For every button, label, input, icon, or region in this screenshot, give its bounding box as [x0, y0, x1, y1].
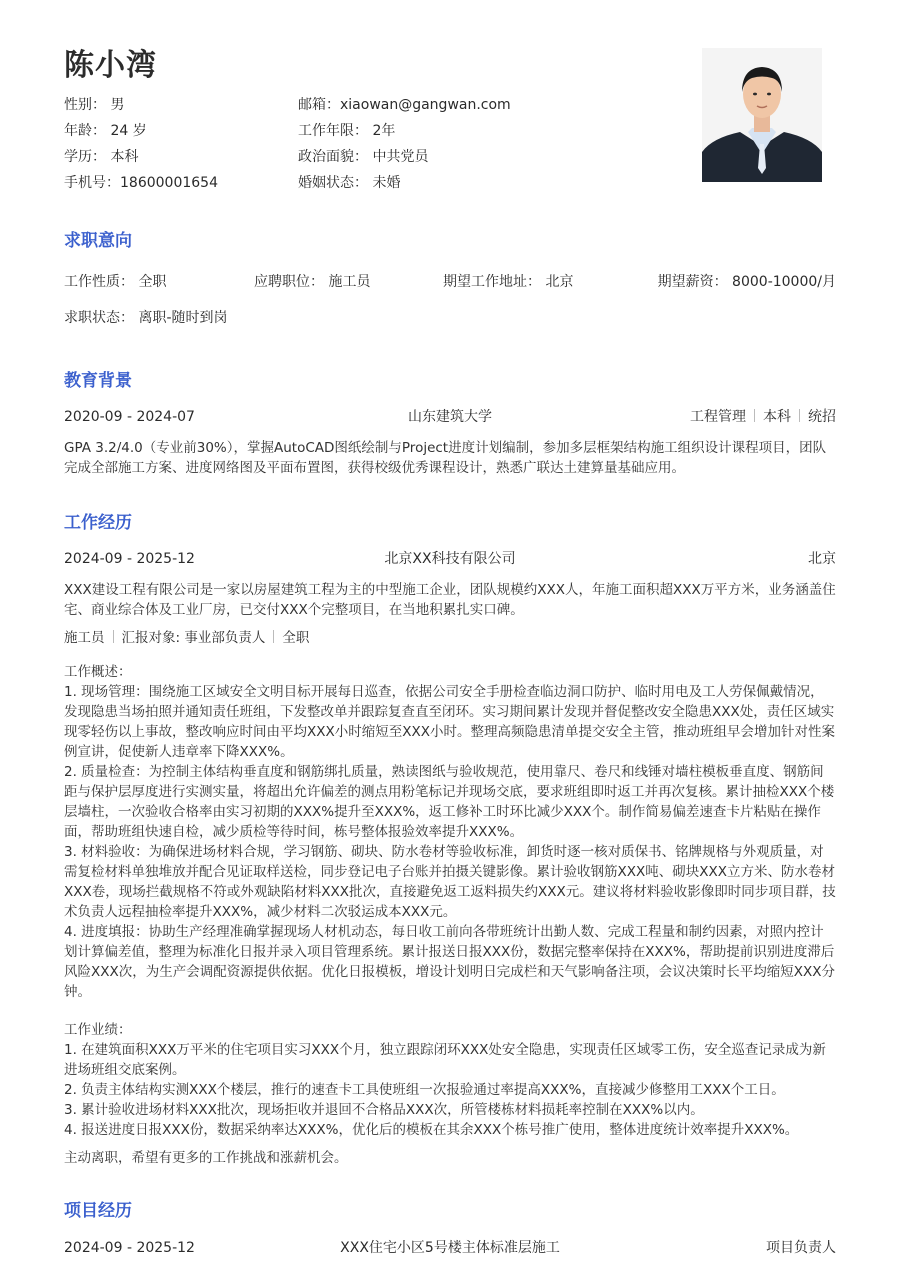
- job-position: 应聘职位： 施工员: [254, 274, 371, 290]
- intent-row: [64, 272, 836, 292]
- section-title-project: 项目经历: [64, 1201, 132, 1221]
- education-level: 学历： 本科: [64, 149, 139, 165]
- achievement-item: 1. 在建筑面积XXX万平米的住宅项目实习XXX个月，独立跟踪闭环XXX处安全隐患，实现责任区域零工伤，安全巡查记录成为新进场班组交底案例。: [64, 1042, 826, 1078]
- divider: [754, 409, 755, 422]
- political-status: 政治面貌： 中共党员: [298, 149, 429, 165]
- resume-page: [64, 0, 836, 1275]
- education-date: 2020-09 - 2024-07: [64, 409, 195, 425]
- marital-status: 婚姻状态： 未婚: [298, 175, 401, 191]
- gender: 性别： 男: [64, 97, 125, 113]
- email: 邮箱：xiaowan@gangwan.com: [298, 97, 511, 113]
- work-years: 工作年限： 2年: [298, 123, 396, 139]
- divider: [799, 409, 800, 422]
- work-city: 北京: [808, 551, 836, 567]
- info-row: [64, 147, 664, 167]
- education-header: [64, 407, 836, 427]
- job-salary: 期望薪资： 8000-10000/月: [657, 274, 836, 290]
- achievement-item: 4. 报送进度日报XXX份，数据采纳率达XXX%，优化后的模板在其余XXX个栋号推广使用，整体进度统计效率提升XXX%。: [64, 1122, 799, 1138]
- achievement-title: 工作业绩：: [64, 1022, 132, 1038]
- age: 年龄： 24 岁: [64, 123, 147, 139]
- employment-kind: 全职: [282, 630, 310, 646]
- overview-item: 1. 现场管理：围绕施工区域安全文明目标开展每日巡查，依据公司安全手册检查临边洞口防护、临时用电及工人劳保佩戴情况，发现隐患当场拍照并通知责任班组，下发整改单并跟踪复查直至闭环。实习期间累计发现并督促整改安全隐患XXX处，责任区域实现零轻伤以上事故，整改响应时间由平均XXX小时缩短至XXX小时。整理高频隐患清单提交安全主管，推动班组早会增加针对性案例宣讲，促使新人违章率下降XXX%。: [64, 684, 835, 760]
- work-tags: [64, 628, 309, 648]
- project-role: 项目负责人: [766, 1240, 836, 1256]
- education-tags: [690, 407, 836, 427]
- work-date: 2024-09 - 2025-12: [64, 551, 195, 567]
- overview-item: 4. 进度填报：协助生产经理准确掌握现场人材机动态，每日收工前向各带班统计出勤人数、完成工程量和制约因素，对照内控计划计算偏差值，整理为标准化日报并录入项目管理系统。累计报送日报XXX份，数据完整率保持在XXX%，帮助提前识别进度滞后风险XXX次，为生产会调配资源提供依据。优化日报模板，增设计划明日完成栏和天气影响备注项，会议决策时长平均缩短XXX分钟。: [64, 924, 835, 1000]
- section-title-work: 工作经历: [64, 513, 132, 533]
- major: 工程管理: [690, 409, 746, 425]
- project-date: 2024-09 - 2025-12: [64, 1240, 195, 1256]
- phone: 手机号：18600001654: [64, 175, 218, 191]
- company-name: 北京XX科技有限公司: [384, 551, 516, 567]
- job-location: 期望工作地址： 北京: [443, 274, 574, 290]
- overview-item: 3. 材料验收：为确保进场材料合规，学习钢筋、砌块、防水卷材等验收标准，卸货时逐一核对质保书、铭牌规格与外观质量，对需复检材料单独堆放并配合见证取样送检，同步登记电子台账并拍摄关键影像。累计验收钢筋XXX吨、砌块XXX立方米、防水卷材XXX卷，现场拦截规格不符或外观缺陷材料XXX批次，直接避免返工返料损失约XXX元。建议将材料验收影像即时同步项目群，技术负责人远程抽检率提升XXX%，减少材料二次驳运成本XXX元。: [64, 844, 836, 920]
- work-achievements: [64, 1020, 836, 1140]
- divider: [273, 630, 274, 643]
- study-mode: 统招: [808, 409, 836, 425]
- leave-reason: 主动离职，希望有更多的工作挑战和涨薪机会。: [64, 1150, 348, 1166]
- overview-item: 2. 质量检查：为控制主体结构垂直度和钢筋绑扎质量，熟读图纸与验收规范，使用靠尺、卷尺和线锤对墙柱模板垂直度、钢筋间距与保护层厚度进行实测实量，将超出允许偏差的测点用粉笔标记并现场交底，要求班组即时返工并再次复核。累计抽检XXX个楼层墙柱，一次验收合格率由实习初期的XXX%提升至XXX%，返工修补工时环比减少XXX个。制作简易偏差速查卡片粘贴在操作面，帮助班组快速自检，减少质检等待时间，栋号整体报验效率提升XXX%。: [64, 764, 835, 840]
- candidate-name: 陈小湾: [64, 48, 157, 83]
- job-status: 求职状态： 离职-随时到岗: [64, 310, 228, 326]
- school-name: 山东建筑大学: [408, 409, 492, 425]
- section-title-education: 教育背景: [64, 371, 132, 391]
- work-role: 施工员: [64, 630, 105, 646]
- work-header: [64, 549, 836, 569]
- divider: [113, 630, 114, 643]
- avatar: [702, 48, 822, 182]
- intent-row: [64, 308, 836, 328]
- info-row: [64, 173, 664, 193]
- achievement-item: 3. 累计验收进场材料XXX批次，现场拒收并退回不合格品XXX次，所管楼栋材料损耗率控制在XXX%以内。: [64, 1102, 704, 1118]
- section-title-intent: 求职意向: [64, 231, 132, 251]
- overview-title: 工作概述：: [64, 664, 132, 680]
- report-to: 汇报对象: 事业部负责人: [121, 630, 266, 646]
- job-type: 工作性质： 全职: [64, 274, 167, 290]
- education-description: GPA 3.2/4.0（专业前30%），掌握AutoCAD图纸绘制与Project进度计划编制，参加多层框架结构施工组织设计课程项目，团队完成全部施工方案、进度网络图及平面布置图，获得校级优秀课程设计，熟悉广联达土建算量基础应用。: [64, 440, 827, 476]
- project-name: XXX住宅小区5号楼主体标准层施工: [340, 1240, 560, 1256]
- info-row: [64, 95, 664, 115]
- achievement-item: 2. 负责主体结构实测XXX个楼层，推行的速查卡工具使班组一次报验通过率提高XXX%，直接减少修整用工XXX个工日。: [64, 1082, 785, 1098]
- project-header: [64, 1238, 836, 1258]
- degree: 本科: [763, 409, 791, 425]
- company-description: XXX建设工程有限公司是一家以房屋建筑工程为主的中型施工企业，团队规模约XXX人，年施工面积超XXX万平方米，业务涵盖住宅、商业综合体及工业厂房，已交付XXX个完整项目，在当地积累扎实口碑。: [64, 582, 836, 618]
- work-overview: [64, 662, 836, 1002]
- info-row: [64, 121, 664, 141]
- portrait-photo-icon: [702, 48, 822, 182]
